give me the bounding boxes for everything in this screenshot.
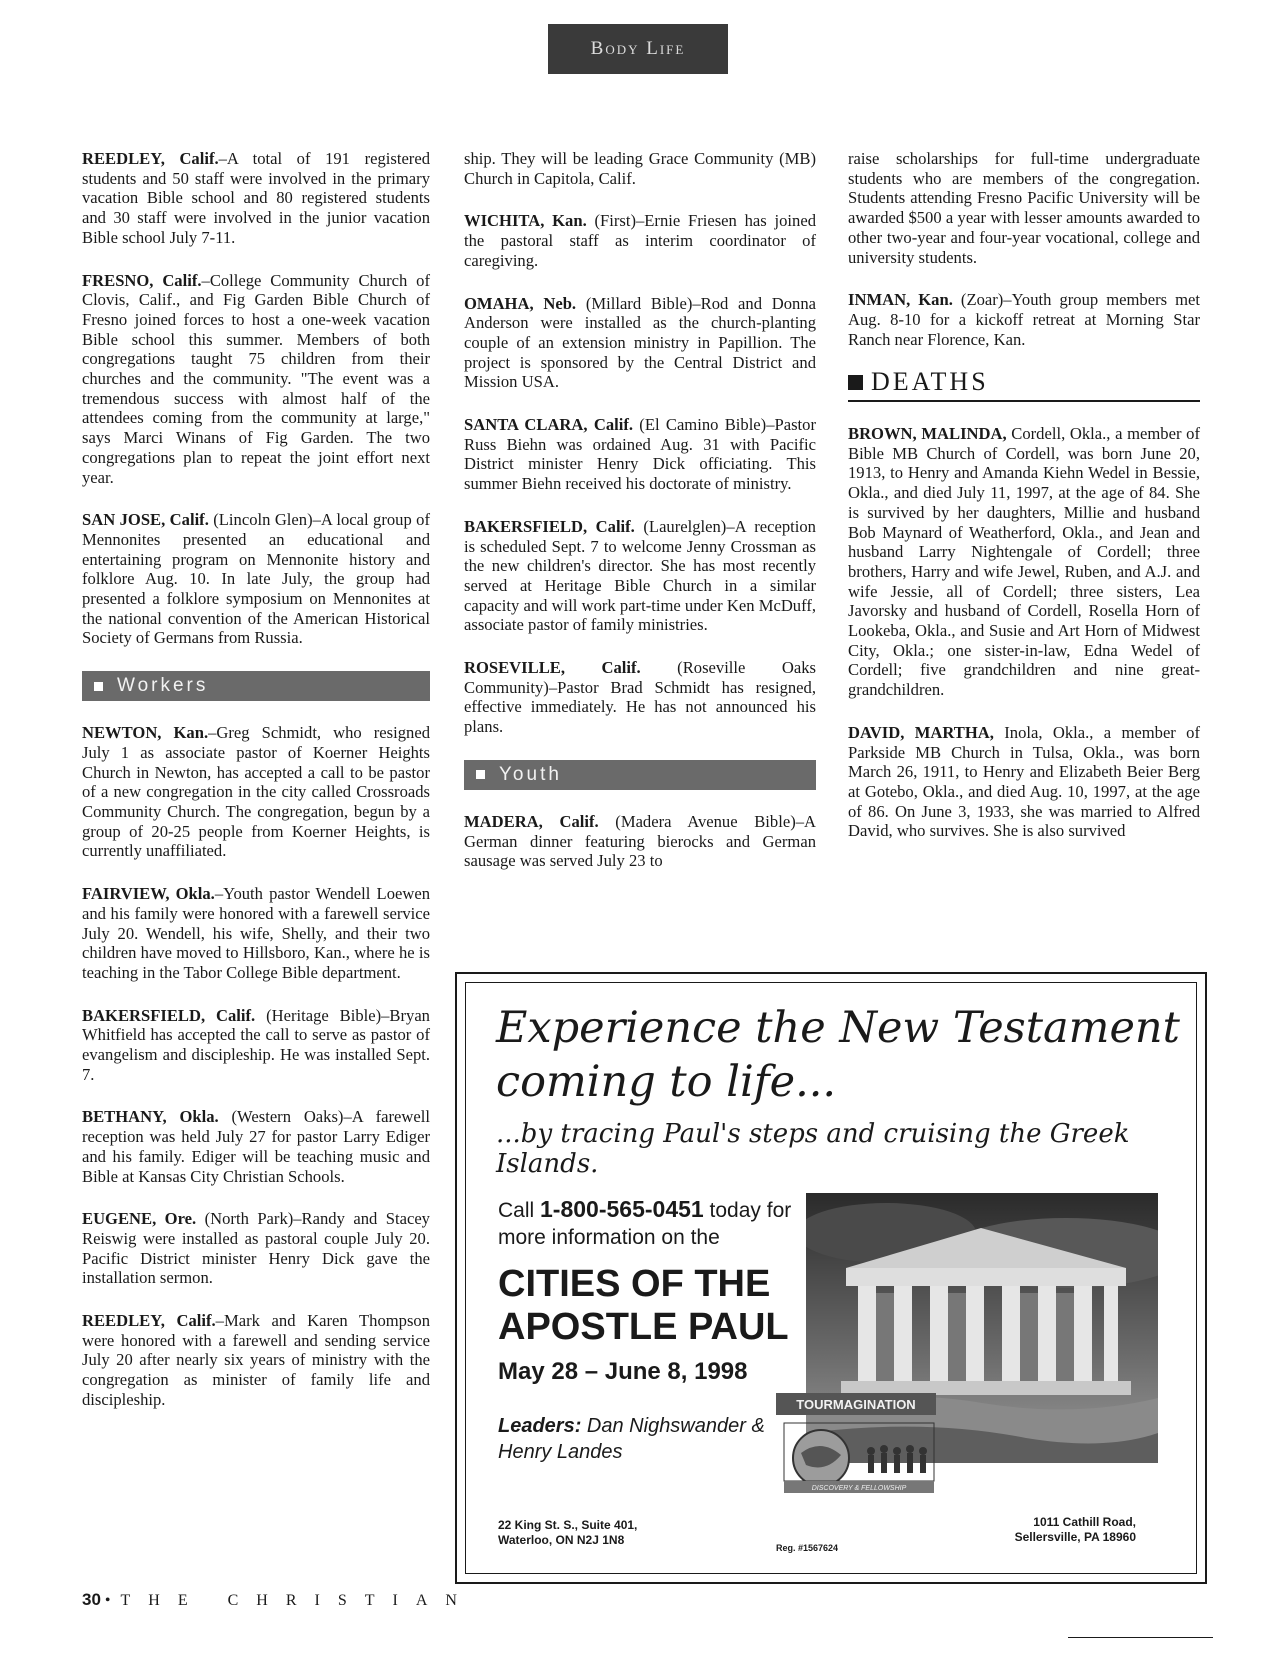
item-place: ROSEVILLE, Calif. [464, 658, 641, 678]
item-text: (First)–Ernie Friesen has joined the pastoral staff as interim coordinator of caregiving. [464, 211, 816, 270]
phone-number: 1-800-565-0451 [540, 1196, 704, 1222]
news-item [464, 211, 816, 270]
item-text: –College Community Church of Clovis, Calif., and Fig Garden Bible Church of Fresno joined forces to host a one-week vacation Bible school this summer. Members of both congregations taught 75 children from their churches and the community. "The event was a tremendous success with almost half of the attendees coming from the community at large," says Marci Winans of Fig Garden. The two congregations plan to repeat the joint effort next year. [82, 270, 431, 487]
column-3 [848, 149, 1200, 864]
item-place: WICHITA, Kan. [464, 211, 587, 231]
obituary-text: Cordell, Okla., a member of Bible MB Church of Cordell, was born June 20, 1913, to Henry and Amanda Kiehn Wedel in Bessie, Okla., and died July 11, 1997, at the age of 84. She is survived by her daughters, Millie and husband Bob Maynard of Weatherford, Okla., and Jean and husband Larry Nightengale of Cordell; three brothers, Harry and wife Jewel, Ruben, and A.J. and wife Jessie, all of Cordell; three sisters, Lea Javorsky and husband of Cordell, Rosella Horn of Lookeba, Okla., and Susie and Art Horn of Midwest City, Okla.; one sister-in-law, Edna Wedel of Cordell; five grandchildren and nine great-grandchildren. [848, 424, 1200, 700]
news-item [82, 723, 430, 861]
tourmagination-logo [776, 1383, 946, 1513]
leaders-label: Leaders: [498, 1415, 582, 1437]
ad-dates: May 28 – June 8, 1998 [498, 1358, 748, 1385]
tourmagination-logo-graphic [776, 1383, 946, 1513]
item-text: –A total of 191 registered students and 50 staff were involved in the primary vacation Bible school and 80 registered students and 30 staff were involved in the junior vacation Bible school July 7-11. [82, 149, 430, 247]
news-item [82, 884, 430, 983]
column-1 [82, 149, 430, 1433]
address-line: 1011 Cathill Road, [1033, 1515, 1136, 1529]
deaths-section-header [848, 367, 1200, 402]
item-place: FRESNO, Calif. [82, 270, 202, 290]
news-item [464, 812, 816, 871]
news-item [82, 149, 430, 248]
ad-address-usa [1015, 1515, 1136, 1545]
item-text: –Mark and Karen Thompson were honored with a farewell and sending service July 20 after nearly six years of ministry with the congregation as minister of family life and discipleship. [82, 1311, 431, 1409]
column-2 [464, 149, 816, 894]
item-place: REEDLEY, Calif. [82, 149, 219, 168]
item-place: MADERA, Calif. [464, 811, 599, 831]
square-bullet-icon [848, 375, 863, 390]
news-item [82, 271, 430, 488]
news-item [464, 415, 816, 494]
obituary-name: DAVID, MARTHA, [848, 722, 994, 742]
item-text: (Heritage Bible)–Bryan Whitfield has accepted the call to serve as pastor of evangelism and discipleship. He was installed Sept. 7. [82, 1005, 430, 1084]
workers-section-header [82, 671, 430, 701]
footer-bullet: • [104, 1592, 111, 1609]
news-item [848, 290, 1200, 349]
news-item [464, 294, 816, 393]
news-item [82, 1006, 430, 1085]
youth-section-header [464, 760, 816, 790]
item-text: (Laurelglen)–A reception is scheduled Sept. 7 to welcome Jenny Crossman as the new children's director. She has most recently served at Heritage Bible Church in a similar capacity and will work part-time under Ken McDuff, associate pastor of family ministries. [464, 516, 816, 635]
item-text: (Western Oaks)–A farewell reception was held July 27 for pastor Larry Ediger and his family. Ediger will be teaching music and Bible at Kansas City Christian Schools. [82, 1107, 430, 1186]
item-place: EUGENE, Ore. [82, 1209, 197, 1229]
item-text: (Zoar)–Youth group members met Aug. 8-10 for a kickoff retreat at Morning Star Ranch near Florence, Kan. [848, 290, 1200, 349]
leaders-names: Dan Nighswander & Henry Landes [498, 1415, 765, 1463]
news-item [464, 658, 816, 737]
logo-tagline: DISCOVERY & FELLOWSHIP [811, 1485, 907, 1492]
obituary [848, 723, 1200, 841]
obituary-name: BROWN, MALINDA, [848, 424, 1007, 444]
page-footer [82, 1590, 475, 1610]
item-text: (Madera Avenue Bible)–A German dinner featuring bierocks and German sausage was served July 23 to [464, 811, 816, 871]
section-label: Youth [499, 764, 562, 786]
address-line: Sellersville, PA 18960 [1014, 1530, 1136, 1544]
item-place: SAN JOSE, Calif. [82, 510, 209, 530]
call-prefix: Call [498, 1199, 541, 1222]
call-suffix: today for more information on the [498, 1199, 792, 1249]
ad-headline: Experience the New Testament coming to life... [496, 1003, 1180, 1107]
page-number: 30 [82, 1590, 101, 1609]
section-label: Workers [117, 675, 209, 697]
news-item [82, 1311, 430, 1410]
ad-call-text [498, 1196, 798, 1251]
ad-registration: Reg. #1567624 [776, 1543, 839, 1553]
section-label: DEATHS [871, 367, 989, 397]
item-place: OMAHA, Neb. [464, 293, 577, 313]
square-bullet-icon [94, 682, 103, 691]
ad-title: CITIES OF THE APOSTLE PAUL [498, 1263, 789, 1348]
item-place: NEWTON, Kan. [82, 723, 209, 743]
logo-wordmark: TOURMAGINATION [796, 1397, 916, 1412]
ad-leaders [498, 1413, 778, 1465]
item-text: (Millard Bible)–Rod and Donna Anderson were installed as the church-planting couple of an extension ministry in Papillion. The project is sponsored by the Central District and Mission USA. [464, 293, 817, 392]
item-text: –Youth pastor Wendell Loewen and his family were honored with a farewell service July 20. Wendell, his wife, Shelly, and their two children have moved to Hillsboro, Kan., where he is teaching in the Tabor College Bible department. [82, 884, 431, 982]
news-item [82, 1107, 430, 1186]
tour-advertisement [455, 972, 1207, 1584]
item-place: REEDLEY, Calif. [82, 1311, 216, 1331]
address-line: 22 King St. S., Suite 401, [498, 1518, 638, 1532]
section-header: Body Life [548, 24, 728, 74]
obituary-text: Inola, Okla., a member of Parkside MB Church in Tulsa, Okla., was born March 26, 1911, to Henry and Elizabeth Beier Berg at Gotebo, Okla., and died Aug. 10, 1997, at the age of 86. On June 3, 1933, she was married to Alfred David, who survives. She is also survived [848, 722, 1201, 841]
news-item [464, 517, 816, 635]
item-place: BAKERSFIELD, Calif. [464, 516, 635, 536]
obituary [848, 424, 1200, 700]
item-place: BAKERSFIELD, Calif. [82, 1005, 256, 1025]
ad-address-canada [498, 1518, 637, 1548]
footer-rule [1068, 1637, 1213, 1638]
item-place: BETHANY, Okla. [82, 1107, 219, 1127]
news-item-continued: raise scholarships for full-time undergraduate students who are members of the congregation. Students attending Fresno Pacific University will be awarded $500 a year with lesser amounts awarded to other two-year and four-year vocational, college and university students. [848, 149, 1200, 267]
news-item [82, 1209, 430, 1288]
item-text: –Greg Schmidt, who resigned July 1 as associate pastor of Koerner Heights Church in Newton, has accepted a call to be pastor of a new congregation in the city called Crossroads Community Church. The congregation, begun by a group of 20-25 people from Koerner Heights, is currently unaffiliated. [82, 723, 430, 861]
ad-inner-border [465, 982, 1197, 1574]
item-text: (Roseville Oaks Community)–Pastor Brad Schmidt has resigned, effective immediately. He has not announced his plans. [464, 658, 816, 737]
magazine-name: THE CHRISTIAN [120, 1592, 475, 1609]
item-place: INMAN, Kan. [848, 290, 953, 310]
news-item-continued: ship. They will be leading Grace Community (MB) Church in Capitola, Calif. [464, 149, 816, 188]
news-item [82, 510, 430, 648]
item-text: (North Park)–Randy and Stacey Reiswig were installed as pastoral couple July 20. Pacific District minister Henry Dick gave the installation sermon. [82, 1209, 430, 1288]
item-text: (Lincoln Glen)–A local group of Mennonites presented an educational and entertaining program on Mennonite history and folklore Aug. 10. In late July, the group had presented a folklore symposium on Mennonites at the national convention of the American Historical Society of Germans from Russia. [82, 510, 430, 648]
address-line: Waterloo, ON N2J 1N8 [498, 1533, 625, 1547]
item-place: SANTA CLARA, Calif. [464, 415, 634, 435]
item-text: (El Camino Bible)–Pastor Russ Biehn was ordained Aug. 31 with Pacific District minister Henry Dick officiating. This summer Biehn received his doctorate of ministry. [464, 415, 816, 494]
item-place: FAIRVIEW, Okla. [82, 884, 215, 904]
square-bullet-icon [476, 770, 485, 779]
ad-subhead: ...by tracing Paul's steps and cruising the Greek Islands. [496, 1119, 1130, 1179]
